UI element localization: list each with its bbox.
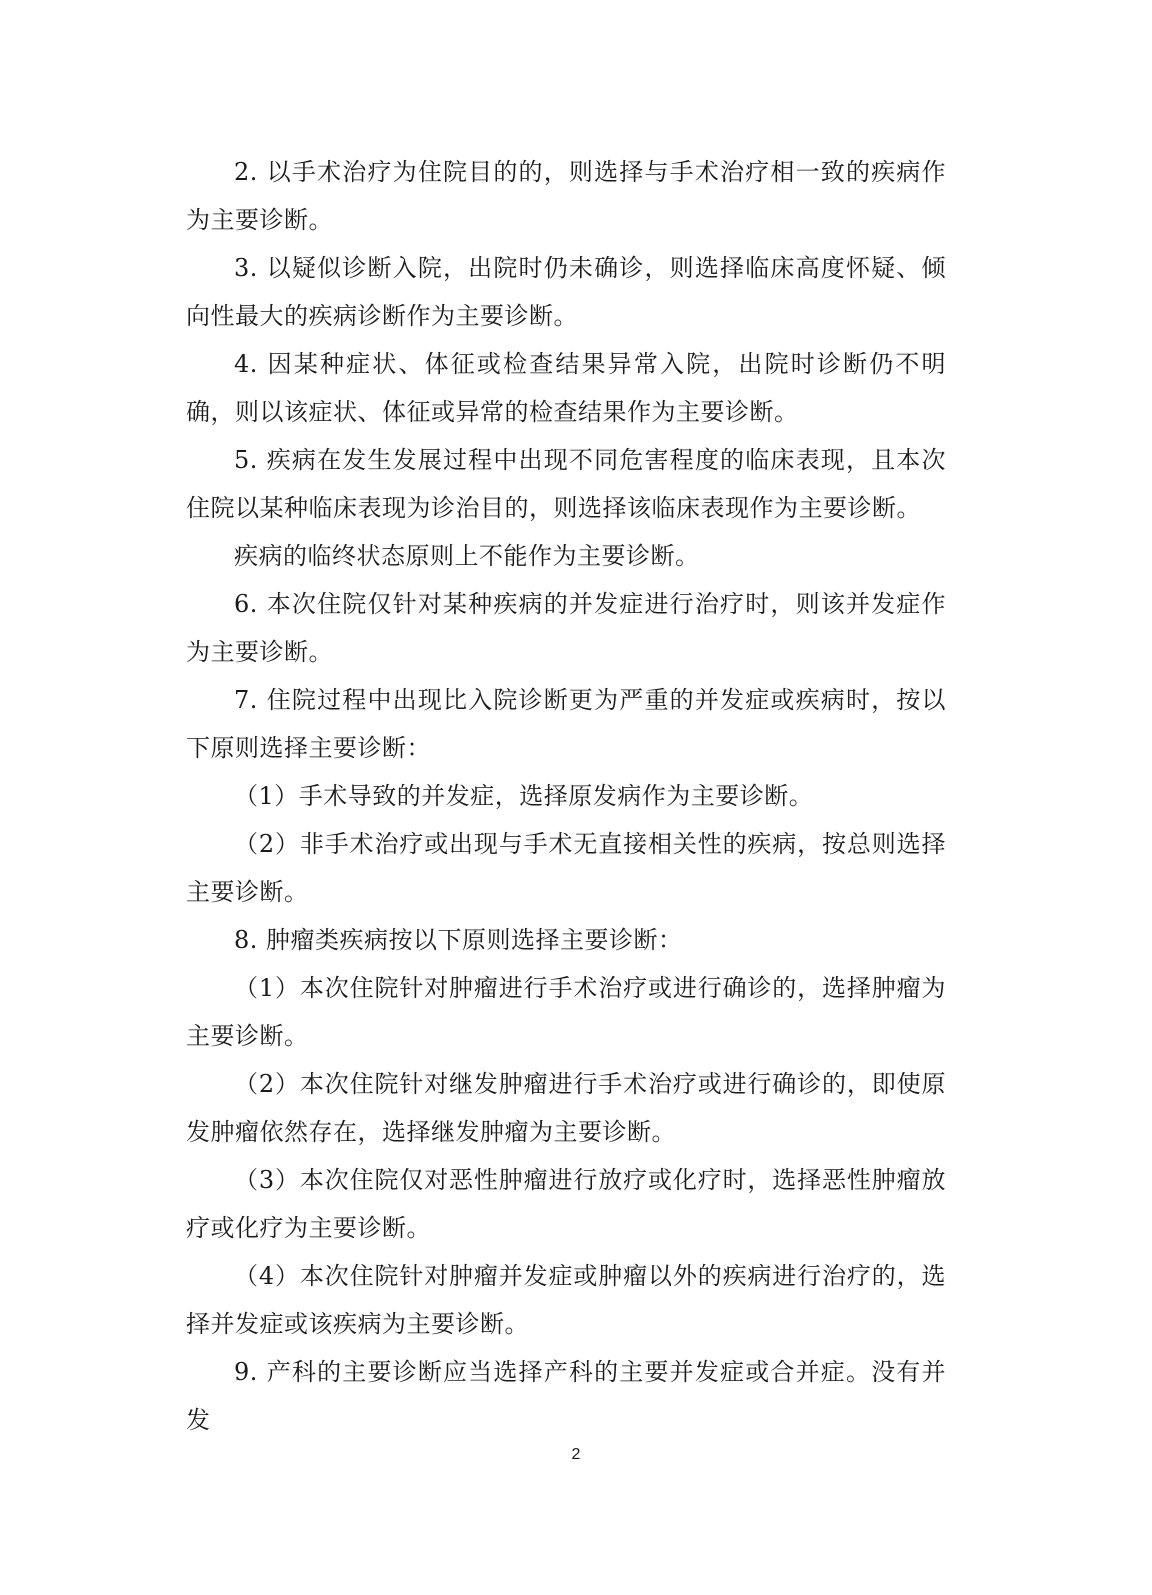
paragraph-item-9: 9. 产科的主要诊断应当选择产科的主要并发症或合并症。没有并发 (186, 1358, 946, 1434)
paragraph-terminal-state-note: 疾病的临终状态原则上不能作为主要诊断。 (234, 542, 700, 570)
paragraph-item-8-sub-3: （3）本次住院仅对恶性肿瘤进行放疗或化疗时，选择恶性肿瘤放疗或化疗为主要诊断。 (186, 1166, 946, 1242)
paragraph-item-7: 7. 住院过程中出现比入院诊断更为严重的并发症或疾病时，按以下原则选择主要诊断： (186, 686, 946, 762)
document-body (186, 148, 946, 1444)
paragraph-item-7-sub-2: （2）非手术治疗或出现与手术无直接相关性的疾病，按总则选择主要诊断。 (186, 830, 946, 906)
paragraph-item-5: 5. 疾病在发生发展过程中出现不同危害程度的临床表现，且本次住院以某种临床表现为诊治目的，则选择该临床表现作为主要诊断。 (186, 446, 946, 522)
paragraph-item-8-sub-2: （2）本次住院针对继发肿瘤进行手术治疗或进行确诊的，即使原发肿瘤依然存在，选择继发肿瘤为主要诊断。 (186, 1070, 946, 1146)
page-number: 2 (571, 1446, 581, 1463)
paragraph-item-8: 8. 肿瘤类疾病按以下原则选择主要诊断： (234, 926, 683, 954)
paragraph-item-4: 4. 因某种症状、体征或检查结果异常入院，出院时诊断仍不明确，则以该症状、体征或异常的检查结果作为主要诊断。 (186, 350, 946, 426)
paragraph-item-8-sub-4: （4）本次住院针对肿瘤并发症或肿瘤以外的疾病进行治疗的，选择并发症或该疾病为主要诊断。 (186, 1262, 946, 1338)
paragraph-item-3: 3. 以疑似诊断入院，出院时仍未确诊，则选择临床高度怀疑、倾向性最大的疾病诊断作为主要诊断。 (186, 254, 946, 330)
paragraph-item-6: 6. 本次住院仅针对某种疾病的并发症进行治疗时，则该并发症作为主要诊断。 (186, 590, 946, 666)
paragraph-item-2: 2. 以手术治疗为住院目的的，则选择与手术治疗相一致的疾病作为主要诊断。 (186, 158, 946, 234)
paragraph-item-7-sub-1: （1）手术导致的并发症，选择原发病作为主要诊断。 (234, 782, 814, 810)
paragraph-item-8-sub-1: （1）本次住院针对肿瘤进行手术治疗或进行确诊的，选择肿瘤为主要诊断。 (186, 974, 946, 1050)
